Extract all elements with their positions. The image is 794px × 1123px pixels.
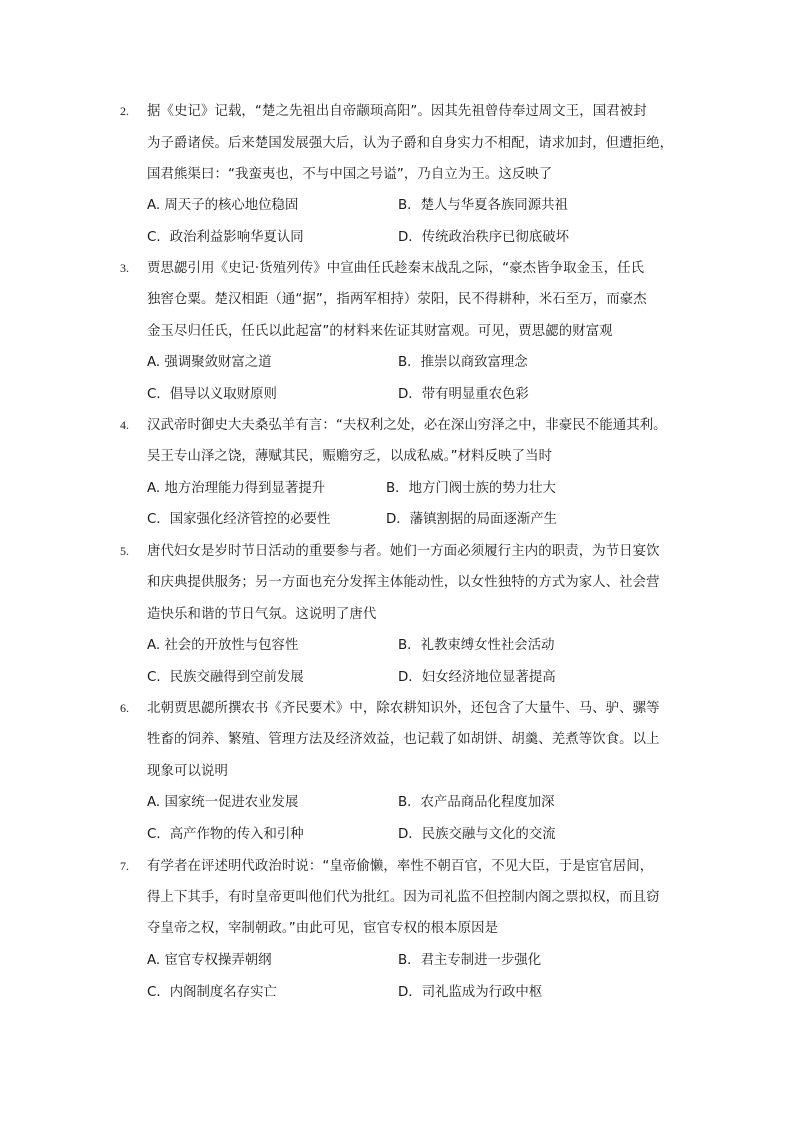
question-text-line: 有学者在评述明代政治时说：“皇帝偷懒，率性不朝百官，不见大臣，于是宦官居间， <box>147 859 654 874</box>
option-b[interactable]: B．推崇以商致富理念 <box>398 355 528 370</box>
option-a[interactable]: A. 强调聚敛财富之道 <box>147 355 272 370</box>
option-d[interactable]: D．民族交融与文化的交流 <box>398 827 556 842</box>
question-text-line: 北朝贾思勰所撰农书《齐民要术》中，除农耕知识外，还包含了大量牛、马、驴、骡等 <box>147 701 660 716</box>
question-number: 5. <box>120 544 129 558</box>
question-text-line: 和庆典提供服务；另一方面也充分发挥主体能动性，以女性独特的方式为家人、社会营 <box>147 575 660 590</box>
question-text-line: 吴王专山泽之饶，薄赋其民，赈赡穷乏，以成私威。”材料反映了当时 <box>147 449 553 464</box>
option-b[interactable]: B．地方门阀士族的势力壮大 <box>386 481 556 496</box>
question-text-line: 牲畜的饲养、繁殖、管理方法及经济效益，也记载了如胡饼、胡羹、羌煮等饮食。以上 <box>147 732 660 747</box>
option-d[interactable]: D．司礼监成为行政中枢 <box>398 985 543 1000</box>
option-d[interactable]: D．藩镇割据的局面逐渐产生 <box>386 512 557 527</box>
question-text-line: 贾思勰引用《史记·货殖列传》中宣曲任氏趁秦末战乱之际，“豪杰皆争取金玉，任氏 <box>147 261 645 276</box>
question-number: 3. <box>120 261 129 275</box>
question-number: 4. <box>120 418 129 432</box>
option-a[interactable]: A. 国家统一促进农业发展 <box>147 795 299 810</box>
option-a[interactable]: A. 地方治理能力得到显著提升 <box>147 481 326 496</box>
option-c[interactable]: C．政治利益影响华夏认同 <box>147 230 304 245</box>
question-text-line: 独窖仓粟。楚汉相距（通“据”，指两军相持）荥阳，民不得耕种，米石至万，而豪杰 <box>147 292 647 307</box>
option-a[interactable]: A. 宦官专权操弄朝纲 <box>147 953 272 968</box>
option-c[interactable]: C．民族交融得到空前发展 <box>147 670 304 685</box>
option-b[interactable]: B．楚人与华夏各族同源共祖 <box>398 198 568 213</box>
option-c[interactable]: C．国家强化经济管控的必要性 <box>147 512 331 527</box>
option-a[interactable]: A. 社会的开放性与包容性 <box>147 638 299 653</box>
option-b[interactable]: B．君主专制进一步强化 <box>398 953 542 968</box>
question-text-line: 为子爵诸侯。后来楚国发展强大后，认为子爵和自身实力不相配，请求加封，但遭拒绝， <box>147 136 674 151</box>
option-b[interactable]: B．农产品商品化程度加深 <box>398 795 555 810</box>
question-number: 2. <box>120 104 129 118</box>
question-number: 7. <box>120 859 129 873</box>
option-d[interactable]: D．传统政治秩序已彻底破坏 <box>398 230 569 245</box>
option-b[interactable]: B．礼教束缚女性社会活动 <box>398 638 555 653</box>
option-c[interactable]: C．倡导以义取财原则 <box>147 387 277 402</box>
question-text-line: 金玉尽归任氏，任氏以此起富”的材料来佐证其财富观。可见，贾思勰的财富观 <box>147 324 613 339</box>
option-c[interactable]: C．内阁制度名存实亡 <box>147 985 277 1000</box>
option-c[interactable]: C．高产作物的传入和引种 <box>147 827 304 842</box>
option-a[interactable]: A. 周天子的核心地位稳固 <box>147 198 299 213</box>
question-text-line: 国君熊渠曰：“我蛮夷也，不与中国之号谥”，乃自立为王。这反映了 <box>147 167 553 182</box>
question-text-line: 汉武帝时御史大夫桑弘羊有言：“夫权利之处，必在深山穷泽之中，非豪民不能通其利。 <box>147 418 667 433</box>
question-text-line: 现象可以说明 <box>147 764 228 779</box>
option-d[interactable]: D．带有明显重农色彩 <box>398 387 529 402</box>
question-text-line: 唐代妇女是岁时节日活动的重要参与者。她们一方面必须履行主内的职责，为节日宴饮 <box>147 544 660 559</box>
question-text-line: 造快乐和谐的节日气氛。这说明了唐代 <box>147 607 377 622</box>
question-text-line: 夺皇帝之权，宰制朝政。”由此可见，宦官专权的根本原因是 <box>147 921 499 936</box>
option-d[interactable]: D．妇女经济地位显著提高 <box>398 670 556 685</box>
question-number: 6. <box>120 701 129 715</box>
question-text-line: 据《史记》记载，“楚之先祖出自帝颛顼高阳”。因其先祖曾侍奉过周文王，国君被封 <box>147 104 647 119</box>
question-text-line: 得上下其手，有时皇帝更叫他们代为批红。因为司礼监不但控制内阁之票拟权，而且窃 <box>147 890 660 905</box>
